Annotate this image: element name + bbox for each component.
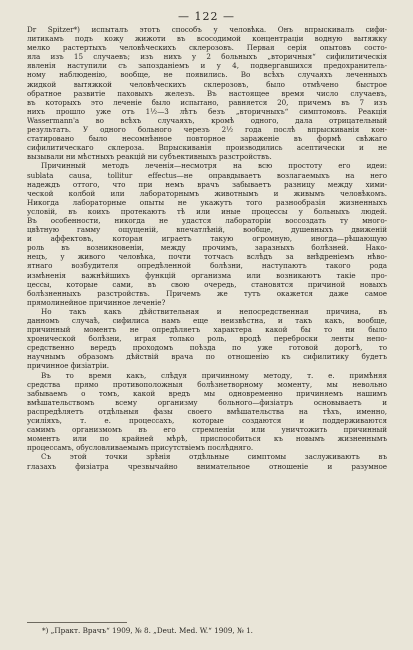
text-line: средственно вередъ проходомъ поѣзда по уже готовой дорогѣ, то (27, 343, 387, 353)
text-line: sublata causa, tollitur effectus—не оправдываетъ возлагаемыхъ на него (27, 170, 387, 180)
text-line: статировано было несомнѣнное повторное зараженіе въ формѣ свѣжаго (27, 134, 387, 144)
text-line: Съ этой точки зрѣнія отдѣльные симптомы заслуживаютъ въ (41, 452, 387, 462)
text-line: глазахъ физіатра чрезвычайно внимательное отношеніе и разумное (27, 461, 387, 471)
text-line: ному наблюденію, вообще, не появились. Во всѣхъ случаяхъ леченныхъ (27, 70, 387, 80)
text-line: усиліяхъ, т. е. процессахъ, которые создаются и поддерживаются (27, 416, 387, 426)
text-line: ятнаго возбудителя опредѣленной болѣзни, наступаютъ такого рода (27, 261, 387, 271)
text-line: данномъ случаѣ, сифилиса намъ еще неизвѣстна, и такъ какъ, вообще, (27, 316, 387, 325)
text-line: литикамъ подъ кожу жижоти въ всосодимой концентраціи водную вытяжку (27, 34, 387, 44)
text-line: сифилитическаго склероза. Впрыскиванія производились асептически и не (27, 143, 387, 153)
text-line: распредѣляетъ отдѣльныя фазы своего вмѣшательства на тѣхъ, именно, (27, 406, 387, 416)
text-line: самимъ организмомъ въ его стремленіи или уничтожить причинный (27, 425, 387, 435)
text-line: Но такъ какъ дѣйствительная и непосредственная причина, въ (41, 306, 387, 316)
text-line: яла изъ 15 случаевъ; изъ нихъ у 2 больныхъ „вторичныя“ сифилитическія (27, 52, 387, 62)
text-line: болѣзненныхъ разстройствъ. Причемъ же тутъ окажется даже самое (27, 288, 387, 298)
footnote-rule (27, 622, 127, 623)
text-line: причинное физіатріи. (27, 361, 110, 371)
text-line: результатъ. У одного больного черезъ 2½ года послѣ впрыскиванія кон- (27, 125, 387, 135)
text-line: измѣненія важнѣйшихъ функцій организма или возникаютъ такіе про- (27, 270, 387, 280)
text-line: обратное развитіе паховыхъ железъ. Въ настоящее время число случаевъ, (27, 88, 387, 98)
text-line: Никогда лабораторные опыты не укажутъ того разнообразія жизненныхъ (27, 197, 387, 207)
text-line: Wassermann'а во всѣхъ случаяхъ, кромѣ одного, дала отрицательный (27, 115, 387, 125)
text-line: условій, въ коихъ протекаютъ тѣ или иные процессы у больныхъ людей. (27, 206, 387, 216)
text-line: нихъ прошло уже отъ 1½—3 лѣтъ безъ „вторичныхъ“ симптомовъ. Реакція (27, 106, 387, 116)
text-line: процессамъ, обусловливаемымъ присутствіемъ послѣдняго. (27, 443, 254, 453)
text-line: Въ то время какъ, слѣдуя причинному методу, т. е. примѣняя (41, 370, 387, 380)
text-line: нецъ, у живого человѣка, почти тотчасъ вслѣдъ за внѣдреніемъ нѣво- (27, 252, 387, 262)
text-line: моментъ или по крайней мѣрѣ, приспособиться къ новымъ жизненнымъ (27, 434, 387, 444)
text-line: цвѣтную гамму ощущеній, впечатлѣній, вообще, душевныхъ движеній (27, 225, 387, 235)
text-line: мелко растертыхъ человѣческихъ склерозовъ. Первая серія опытовъ состо- (27, 43, 387, 53)
text-line: цессы, которые сами, въ свою очередь, становятся причиной новыхъ (27, 279, 387, 289)
text-line: въ которыхъ это леченіе было испытано, равняется 20, причемъ въ 7 изъ (27, 97, 387, 107)
text-line: ческой колбой или лабораторнымъ животнымъ и живымъ человѣкомъ. (27, 188, 387, 198)
text-line: Dr Spitzer*) испыталъ этотъ способъ у человѣка. Онъ впрыскивалъ сифи- (27, 25, 387, 34)
text-line: Причинный методъ леченія—несмотря на всю простоту его идеи: (41, 161, 387, 171)
text-line: жидкой вытяжкой человѣческихъ склерозовъ, было отмѣчено быстрое (27, 79, 387, 89)
text-line: надеждъ оттого, что при немъ врачъ забываетъ разницу между хими- (27, 179, 387, 189)
text-line: Въ особенности, никогда не удастся лабораторіи воссоздать ту много- (27, 215, 387, 225)
page-number: — 122 — (178, 10, 235, 23)
footnote: *) „Практ. Врачъ“ 1909, № 8. „Deut. Med. W.“ 1909, № 1. (42, 626, 253, 635)
text-line: забываемъ о томъ, какой вредъ мы одновременно причиняемъ нашимъ (27, 388, 387, 398)
text-line: явленія наступили съ запозданіемъ и у 4, подвергавшихся предохранитель- (27, 61, 387, 71)
text-line: причинный моментъ не опредѣляетъ характера какой бы то ни было (27, 325, 387, 335)
text-line: и аффектовъ, которая играетъ такую огромную, иногда—рѣшающую (27, 234, 387, 244)
text-line: хронической болѣзни, играя только роль, вродѣ переброски ленты непо- (27, 334, 387, 344)
text-line: прямолинейное причинное леченіе? (27, 297, 166, 307)
text-line: вмѣшательствомъ всему организму больного—физіатръ основываетъ и (27, 397, 387, 407)
text-line: научнымъ образомъ дѣйствій врача по отношенію къ сифилитику будетъ (27, 352, 387, 362)
text-line: средства прямо противоположныя болѣзнетворному моменту, мы невольно (27, 379, 387, 389)
body-text (27, 25, 387, 471)
text-line: роль въ возникновеніи, между прочимъ, заразныхъ болѣзней. Нако- (27, 243, 387, 253)
text-line: вызывали ни мѣстныхъ реакцій ни субъективныхъ разстройствъ. (27, 152, 272, 162)
